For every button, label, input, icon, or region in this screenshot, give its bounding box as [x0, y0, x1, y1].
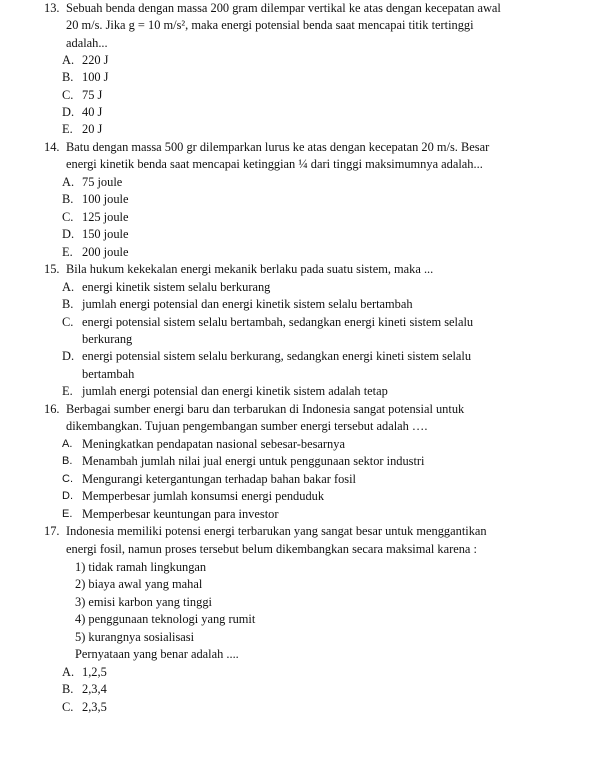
option-text: energi potensial sistem selalu berkurang, sedangkan energi kineti sistem selalu — [82, 349, 472, 363]
option-letter: B. — [62, 455, 73, 467]
option-text: 75 joule — [82, 175, 123, 189]
option-text: 20 J — [82, 122, 103, 136]
question-number: 14. — [44, 140, 60, 154]
question-stem-line: dikembangkan. Tujuan pengembangan sumber energi tersebut adalah …. — [66, 419, 428, 433]
option-letter: E. — [62, 245, 73, 259]
option-letter: B. — [62, 70, 74, 84]
question-stem-line: 20 m/s. Jika g = 10 m/s², maka energi potensial benda saat mencapai titik tertinggi — [66, 18, 474, 32]
option-letter: E. — [62, 508, 73, 520]
question-stem-line: energi fosil, namun proses tersebut belum dikembangkan secara maksimal karena : — [66, 542, 477, 556]
option-text: Memperbesar keuntungan para investor — [82, 507, 279, 521]
option-letter: D. — [62, 490, 73, 502]
option-text: energi kinetik sistem selalu berkurang — [82, 280, 271, 294]
option-letter: C. — [62, 473, 73, 485]
option-letter: A. — [62, 280, 75, 294]
statement-item: 5) kurangnya sosialisasi — [75, 630, 195, 644]
option-text: 220 J — [82, 53, 109, 67]
option-text: jumlah energi potensial dan energi kinetik sistem adalah tetap — [82, 384, 388, 398]
option-text: jumlah energi potensial dan energi kinetik sistem selalu bertambah — [82, 297, 413, 311]
option-letter: E. — [62, 122, 73, 136]
question-stem-line: Sebuah benda dengan massa 200 gram dilempar vertikal ke atas dengan kecepatan awal — [66, 1, 501, 15]
question-stem-line: Indonesia memiliki potensi energi terbarukan yang sangat besar untuk menggantikan — [66, 524, 487, 538]
question-number: 16. — [44, 402, 60, 416]
option-letter: C. — [62, 700, 74, 714]
option-text: 200 joule — [82, 245, 129, 259]
option-letter: B. — [62, 297, 74, 311]
option-letter: C. — [62, 88, 74, 102]
question-stem-line: Batu dengan massa 500 gr dilemparkan lurus ke atas dengan kecepatan 20 m/s. Besar — [66, 140, 490, 154]
option-text: 100 joule — [82, 192, 129, 206]
option-letter: B. — [62, 192, 74, 206]
option-text-continued: berkurang — [82, 332, 133, 346]
option-letter: C. — [62, 315, 74, 329]
question-stem-line: adalah... — [66, 36, 108, 50]
option-text-continued: bertambah — [82, 367, 135, 381]
option-letter: A. — [62, 175, 75, 189]
option-letter: E. — [62, 384, 73, 398]
option-letter: D. — [62, 349, 75, 363]
option-text: 1,2,5 — [82, 665, 107, 679]
statement-item: 3) emisi karbon yang tinggi — [75, 595, 212, 609]
option-letter: D. — [62, 227, 75, 241]
option-letter: C. — [62, 210, 74, 224]
question-prompt: Pernyataan yang benar adalah .... — [75, 647, 239, 661]
question-number: 17. — [44, 524, 60, 538]
option-text: 40 J — [82, 105, 103, 119]
option-text: 2,3,5 — [82, 700, 107, 714]
question-stem-line: energi kinetik benda saat mencapai ketinggian ¼ dari tinggi maksimumnya adalah... — [66, 157, 483, 171]
option-text: 2,3,4 — [82, 682, 107, 696]
option-text: Meningkatkan pendapatan nasional sebesar-besarnya — [82, 437, 345, 451]
option-text: 150 joule — [82, 227, 129, 241]
option-letter: A. — [62, 438, 73, 450]
statement-item: 4) penggunaan teknologi yang rumit — [75, 612, 256, 626]
option-letter: D. — [62, 105, 75, 119]
option-letter: A. — [62, 53, 75, 67]
question-stem-line: Berbagai sumber energi baru dan terbarukan di Indonesia sangat potensial untuk — [66, 402, 465, 416]
option-text: 125 joule — [82, 210, 129, 224]
option-text: 75 J — [82, 88, 103, 102]
question-number: 13. — [44, 1, 60, 15]
option-text: 100 J — [82, 70, 109, 84]
question-stem-line: Bila hukum kekekalan energi mekanik berlaku pada suatu sistem, maka ... — [66, 262, 434, 276]
option-text: Memperbesar jumlah konsumsi energi penduduk — [82, 489, 325, 503]
option-text: energi potensial sistem selalu bertambah, sedangkan energi kineti sistem selalu — [82, 315, 474, 329]
option-text: Mengurangi ketergantungan terhadap bahan bakar fosil — [82, 472, 356, 486]
option-text: Menambah jumlah nilai jual energi untuk penggunaan sektor industri — [82, 454, 425, 468]
statement-item: 2) biaya awal yang mahal — [75, 577, 203, 591]
question-number: 15. — [44, 262, 60, 276]
statement-item: 1) tidak ramah lingkungan — [75, 560, 207, 574]
option-letter: A. — [62, 665, 75, 679]
option-letter: B. — [62, 682, 74, 696]
